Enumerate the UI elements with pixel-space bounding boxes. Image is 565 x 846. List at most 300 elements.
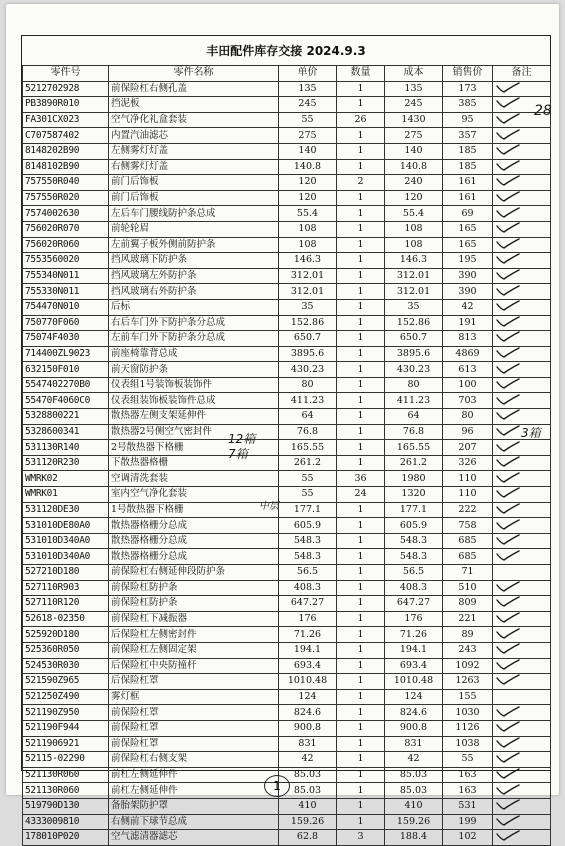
cost-cell: 647.27 <box>385 596 443 612</box>
sale-price-cell: 809 <box>443 596 493 612</box>
note-cell <box>493 440 551 456</box>
unit-price-cell: 605.9 <box>279 518 337 534</box>
table-row <box>23 471 551 487</box>
part-name-cell: 前门后饰板 <box>109 175 279 191</box>
table-row <box>23 159 551 175</box>
cost-cell: 146.3 <box>385 253 443 269</box>
part-number-cell: 756020R070 <box>23 221 109 237</box>
table-row <box>23 580 551 596</box>
unit-price-cell: 80 <box>279 377 337 393</box>
cost-cell: 650.7 <box>385 331 443 347</box>
part-number-cell: 521190Z950 <box>23 705 109 721</box>
header-part-name: 零件名称 <box>109 66 279 82</box>
note-cell <box>493 299 551 315</box>
sale-price-cell: 326 <box>443 455 493 471</box>
cost-cell: 140.8 <box>385 159 443 175</box>
unit-price-cell: 55 <box>279 487 337 503</box>
part-name-cell: 前保险杠右侧支架 <box>109 752 279 768</box>
note-cell <box>493 237 551 253</box>
note-cell <box>493 284 551 300</box>
handwritten-note-middle-layer: 中层 <box>259 501 279 512</box>
quantity-cell: 1 <box>337 674 385 690</box>
checkmark-icon <box>495 175 521 185</box>
part-number-cell: 531010DE80A0 <box>23 518 109 534</box>
cost-cell: 71.26 <box>385 627 443 643</box>
quantity-cell: 1 <box>337 455 385 471</box>
table-row <box>23 798 551 814</box>
sale-price-cell: 96 <box>443 424 493 440</box>
quantity-cell: 1 <box>337 253 385 269</box>
unit-price-cell: 55 <box>279 112 337 128</box>
cost-cell: 140 <box>385 143 443 159</box>
quantity-cell: 1 <box>337 221 385 237</box>
note-cell <box>493 658 551 674</box>
part-name-cell: 前轮轮眉 <box>109 221 279 237</box>
note-cell <box>493 642 551 658</box>
part-number-cell: 527110R120 <box>23 596 109 612</box>
checkmark-icon <box>495 97 521 107</box>
quantity-cell: 1 <box>337 752 385 768</box>
part-number-cell: 524530R030 <box>23 658 109 674</box>
unit-price-cell: 35 <box>279 299 337 315</box>
sale-price-cell: 1030 <box>443 705 493 721</box>
sale-price-cell: 95 <box>443 112 493 128</box>
note-cell <box>493 814 551 830</box>
unit-price-cell: 411.23 <box>279 393 337 409</box>
quantity-cell: 1 <box>337 814 385 830</box>
checkmark-icon <box>495 752 521 762</box>
part-name-cell: 下散热器格栅 <box>109 455 279 471</box>
part-number-cell: 5212702928 <box>23 81 109 97</box>
cost-cell: 1430 <box>385 112 443 128</box>
sale-price-cell: 685 <box>443 549 493 565</box>
handwritten-note-boxes-12: 12箱 <box>228 432 256 446</box>
sale-price-cell: 385 <box>443 97 493 113</box>
table-row <box>23 642 551 658</box>
note-cell <box>493 705 551 721</box>
part-number-cell: WMRK02 <box>23 471 109 487</box>
part-number-cell: 75074F4030 <box>23 331 109 347</box>
checkmark-icon <box>495 659 521 669</box>
handwritten-note-boxes-3: 3箱 <box>521 426 541 440</box>
table-row <box>23 549 551 565</box>
cost-cell: 831 <box>385 736 443 752</box>
sale-price-cell: 89 <box>443 627 493 643</box>
quantity-cell: 1 <box>337 237 385 253</box>
quantity-cell: 1 <box>337 409 385 425</box>
checkmark-icon <box>495 269 521 279</box>
sale-price-cell: 390 <box>443 284 493 300</box>
header-note: 备注 <box>493 66 551 82</box>
sale-price-cell: 195 <box>443 253 493 269</box>
part-name-cell: 后保险杠左侧密封件 <box>109 627 279 643</box>
part-name-cell: 左前车门外下防护条分总成 <box>109 331 279 347</box>
sale-price-cell: 100 <box>443 377 493 393</box>
unit-price-cell: 71.26 <box>279 627 337 643</box>
quantity-cell: 1 <box>337 611 385 627</box>
cost-cell: 35 <box>385 299 443 315</box>
checkmark-icon <box>495 316 521 326</box>
part-name-cell: 前保险杠右侧孔盖 <box>109 81 279 97</box>
part-number-cell: 750770F060 <box>23 315 109 331</box>
unit-price-cell: 108 <box>279 221 337 237</box>
unit-price-cell: 76.8 <box>279 424 337 440</box>
note-cell <box>493 689 551 705</box>
table-row <box>23 81 551 97</box>
part-number-cell: 521250Z490 <box>23 689 109 705</box>
unit-price-cell: 56.5 <box>279 565 337 581</box>
part-number-cell: 754470N010 <box>23 299 109 315</box>
part-name-cell: 散热器格栅分总成 <box>109 533 279 549</box>
table-header-row <box>23 66 551 82</box>
note-cell <box>493 565 551 581</box>
note-cell <box>493 783 551 799</box>
part-name-cell: 散热器格栅分总成 <box>109 518 279 534</box>
table-row <box>23 658 551 674</box>
cost-cell: 3895.6 <box>385 346 443 362</box>
part-name-cell: 前保险杠左侧固定架 <box>109 642 279 658</box>
inventory-rows <box>23 81 551 845</box>
unit-price-cell: 824.6 <box>279 705 337 721</box>
part-number-cell: 7574002630 <box>23 206 109 222</box>
part-number-cell: 525360R050 <box>23 642 109 658</box>
checkmark-icon <box>495 628 521 638</box>
sale-price-cell: 207 <box>443 440 493 456</box>
part-name-cell: 前保险杠防护条 <box>109 580 279 596</box>
table-row <box>23 689 551 705</box>
cost-cell: 900.8 <box>385 720 443 736</box>
table-row <box>23 190 551 206</box>
part-number-cell: 7553560020 <box>23 253 109 269</box>
quantity-cell: 36 <box>337 471 385 487</box>
table-row <box>23 97 551 113</box>
sale-price-cell: 155 <box>443 689 493 705</box>
table-row <box>23 752 551 768</box>
sale-price-cell: 1126 <box>443 720 493 736</box>
quantity-cell: 1 <box>337 143 385 159</box>
part-name-cell: 2号散热器下格栅 <box>109 440 279 456</box>
table-row <box>23 284 551 300</box>
table-row <box>23 128 551 144</box>
part-name-cell: 挡风玻璃右外防护条 <box>109 284 279 300</box>
part-name-cell: 散热器左侧支架延伸件 <box>109 409 279 425</box>
part-number-cell: 525920D180 <box>23 627 109 643</box>
cost-cell: 55.4 <box>385 206 443 222</box>
quantity-cell: 1 <box>337 331 385 347</box>
checkmark-icon <box>495 472 521 482</box>
sale-price-cell: 165 <box>443 221 493 237</box>
checkmark-icon <box>495 394 521 404</box>
sale-price-cell: 163 <box>443 783 493 799</box>
cost-cell: 108 <box>385 221 443 237</box>
unit-price-cell: 831 <box>279 736 337 752</box>
sale-price-cell: 243 <box>443 642 493 658</box>
note-cell <box>493 128 551 144</box>
unit-price-cell: 312.01 <box>279 284 337 300</box>
note-cell <box>493 580 551 596</box>
checkmark-icon <box>495 706 521 716</box>
sale-price-cell: 758 <box>443 518 493 534</box>
cost-cell: 64 <box>385 409 443 425</box>
quantity-cell: 1 <box>337 346 385 362</box>
page-number: 1 <box>264 775 290 797</box>
part-number-cell: FA301CX023 <box>23 112 109 128</box>
note-cell <box>493 752 551 768</box>
table-row <box>23 206 551 222</box>
sale-price-cell: 813 <box>443 331 493 347</box>
quantity-cell: 1 <box>337 128 385 144</box>
checkmark-icon <box>495 830 521 840</box>
part-name-cell: 空气净化礼盒套装 <box>109 112 279 128</box>
sale-price-cell: 80 <box>443 409 493 425</box>
checkmark-icon <box>495 503 521 513</box>
unit-price-cell: 120 <box>279 190 337 206</box>
table-row <box>23 377 551 393</box>
header-unit-price: 单价 <box>279 66 337 82</box>
sale-price-cell: 199 <box>443 814 493 830</box>
part-name-cell: 后标 <box>109 299 279 315</box>
part-number-cell: PB3890R010 <box>23 97 109 113</box>
quantity-cell: 1 <box>337 362 385 378</box>
sale-price-cell: 1263 <box>443 674 493 690</box>
table-row <box>23 830 551 846</box>
quantity-cell: 1 <box>337 190 385 206</box>
table-row <box>23 596 551 612</box>
unit-price-cell: 64 <box>279 409 337 425</box>
cost-cell: 80 <box>385 377 443 393</box>
part-number-cell: 52618-02350 <box>23 611 109 627</box>
quantity-cell: 1 <box>337 783 385 799</box>
checkmark-icon <box>495 238 521 248</box>
quantity-cell: 1 <box>337 705 385 721</box>
unit-price-cell: 55 <box>279 471 337 487</box>
unit-price-cell: 430.23 <box>279 362 337 378</box>
note-cell <box>493 315 551 331</box>
part-name-cell: 右侧前下球节总成 <box>109 814 279 830</box>
part-name-cell: 前保险杠罩 <box>109 705 279 721</box>
cost-cell: 411.23 <box>385 393 443 409</box>
unit-price-cell: 124 <box>279 689 337 705</box>
sale-price-cell: 102 <box>443 830 493 846</box>
checkmark-icon <box>495 82 521 92</box>
cost-cell: 188.4 <box>385 830 443 846</box>
header-quantity: 数量 <box>337 66 385 82</box>
cost-cell: 85.03 <box>385 783 443 799</box>
cost-cell: 42 <box>385 752 443 768</box>
note-cell <box>493 830 551 846</box>
unit-price-cell: 146.3 <box>279 253 337 269</box>
checkmark-icon <box>495 456 521 466</box>
note-cell <box>493 377 551 393</box>
note-cell <box>493 518 551 534</box>
part-name-cell: 前保险杠罩 <box>109 736 279 752</box>
part-number-cell: 531120R230 <box>23 455 109 471</box>
unit-price-cell: 85.03 <box>279 767 337 783</box>
part-number-cell: 519790D130 <box>23 798 109 814</box>
checkmark-icon <box>495 784 521 794</box>
checkmark-icon <box>495 487 521 497</box>
checkmark-icon <box>495 581 521 591</box>
sale-price-cell: 613 <box>443 362 493 378</box>
quantity-cell: 24 <box>337 487 385 503</box>
part-number-cell: C707587402 <box>23 128 109 144</box>
part-number-cell: 52115-02290 <box>23 752 109 768</box>
checkmark-icon <box>495 285 521 295</box>
table-row <box>23 331 551 347</box>
checkmark-icon <box>495 596 521 606</box>
quantity-cell: 1 <box>337 206 385 222</box>
checkmark-icon <box>495 144 521 154</box>
sale-price-cell: 357 <box>443 128 493 144</box>
cost-cell: 124 <box>385 689 443 705</box>
quantity-cell: 1 <box>337 627 385 643</box>
part-number-cell: 531120DE30 <box>23 502 109 518</box>
quantity-cell: 1 <box>337 736 385 752</box>
part-name-cell: 后保险杠中央防撞杆 <box>109 658 279 674</box>
part-number-cell: 5328600341 <box>23 424 109 440</box>
note-cell <box>493 455 551 471</box>
table-row <box>23 565 551 581</box>
unit-price-cell: 140 <box>279 143 337 159</box>
sale-price-cell: 685 <box>443 533 493 549</box>
sale-price-cell: 191 <box>443 315 493 331</box>
cost-cell: 176 <box>385 611 443 627</box>
table-row <box>23 346 551 362</box>
part-name-cell: 备胎架防护罩 <box>109 798 279 814</box>
handwritten-note-28: 28 <box>534 103 552 119</box>
header-cost: 成本 <box>385 66 443 82</box>
part-number-cell: 4333009810 <box>23 814 109 830</box>
part-number-cell: 755340N011 <box>23 268 109 284</box>
sale-price-cell: 163 <box>443 767 493 783</box>
checkmark-icon <box>495 799 521 809</box>
note-cell <box>493 798 551 814</box>
part-name-cell: 前保险杠右侧延伸段防护条 <box>109 565 279 581</box>
note-cell <box>493 471 551 487</box>
note-cell <box>493 487 551 503</box>
unit-price-cell: 548.3 <box>279 549 337 565</box>
unit-price-cell: 312.01 <box>279 268 337 284</box>
checkmark-icon <box>495 160 521 170</box>
table-row <box>23 424 551 440</box>
unit-price-cell: 108 <box>279 237 337 253</box>
sale-price-cell: 1092 <box>443 658 493 674</box>
note-cell <box>493 206 551 222</box>
part-number-cell: 755330N011 <box>23 284 109 300</box>
cost-cell: 548.3 <box>385 533 443 549</box>
note-cell <box>493 331 551 347</box>
unit-price-cell: 693.4 <box>279 658 337 674</box>
part-number-cell: 521130R060 <box>23 783 109 799</box>
unit-price-cell: 152.86 <box>279 315 337 331</box>
part-name-cell: 前座椅靠背总成 <box>109 346 279 362</box>
quantity-cell: 1 <box>337 798 385 814</box>
table-row <box>23 237 551 253</box>
part-name-cell: 右后车门外下防护条分总成 <box>109 315 279 331</box>
sale-price-cell: 221 <box>443 611 493 627</box>
cost-cell: 261.2 <box>385 455 443 471</box>
sale-price-cell: 161 <box>443 190 493 206</box>
cost-cell: 548.3 <box>385 549 443 565</box>
sale-price-cell: 703 <box>443 393 493 409</box>
part-number-cell: 8148202B90 <box>23 143 109 159</box>
cost-cell: 245 <box>385 97 443 113</box>
note-cell <box>493 720 551 736</box>
sale-price-cell: 42 <box>443 299 493 315</box>
unit-price-cell: 408.3 <box>279 580 337 596</box>
sale-price-cell: 185 <box>443 143 493 159</box>
checkmark-icon <box>495 300 521 310</box>
part-name-cell: 前门后饰板 <box>109 190 279 206</box>
quantity-cell: 1 <box>337 315 385 331</box>
unit-price-cell: 410 <box>279 798 337 814</box>
cost-cell: 56.5 <box>385 565 443 581</box>
note-cell <box>493 627 551 643</box>
sale-price-cell: 110 <box>443 471 493 487</box>
table-row <box>23 736 551 752</box>
checkmark-icon <box>495 737 521 747</box>
quantity-cell: 1 <box>337 377 385 393</box>
sale-price-cell: 110 <box>443 487 493 503</box>
note-cell <box>493 175 551 191</box>
checkmark-icon <box>495 409 521 419</box>
unit-price-cell: 165.55 <box>279 440 337 456</box>
quantity-cell: 1 <box>337 518 385 534</box>
note-cell <box>493 736 551 752</box>
part-number-cell: 521190F944 <box>23 720 109 736</box>
table-row <box>23 502 551 518</box>
part-number-cell: 5211906921 <box>23 736 109 752</box>
cost-cell: 275 <box>385 128 443 144</box>
part-number-cell: 531010D340A0 <box>23 533 109 549</box>
table-row <box>23 112 551 128</box>
checkmark-icon <box>495 519 521 529</box>
cost-cell: 194.1 <box>385 642 443 658</box>
note-cell <box>493 611 551 627</box>
part-name-cell: 前保险杠罩 <box>109 720 279 736</box>
cost-cell: 1980 <box>385 471 443 487</box>
sale-price-cell: 161 <box>443 175 493 191</box>
sale-price-cell: 71 <box>443 565 493 581</box>
checkmark-icon <box>495 253 521 263</box>
unit-price-cell: 1010.48 <box>279 674 337 690</box>
cost-cell: 120 <box>385 190 443 206</box>
document-title: 丰田配件库存交接 2024.9.3 <box>206 44 366 58</box>
table-row <box>23 720 551 736</box>
checkmark-icon <box>495 721 521 731</box>
checkmark-icon <box>495 425 521 435</box>
sale-price-cell: 510 <box>443 580 493 596</box>
quantity-cell: 1 <box>337 767 385 783</box>
quantity-cell: 1 <box>337 97 385 113</box>
part-name-cell: 雾灯框 <box>109 689 279 705</box>
unit-price-cell: 55.4 <box>279 206 337 222</box>
part-number-cell: 531130R140 <box>23 440 109 456</box>
part-name-cell: 挡风玻璃左外防护条 <box>109 268 279 284</box>
cost-cell: 824.6 <box>385 705 443 721</box>
checkmark-icon <box>495 612 521 622</box>
note-cell <box>493 159 551 175</box>
note-cell <box>493 549 551 565</box>
part-name-cell: 室内空气净化套装 <box>109 487 279 503</box>
part-number-cell: 757550R020 <box>23 190 109 206</box>
unit-price-cell: 177.1 <box>279 502 337 518</box>
part-number-cell: 714400ZL9023 <box>23 346 109 362</box>
unit-price-cell: 548.3 <box>279 533 337 549</box>
unit-price-cell: 647.27 <box>279 596 337 612</box>
checkmark-icon <box>495 347 521 357</box>
header-sale-price: 销售价 <box>443 66 493 82</box>
